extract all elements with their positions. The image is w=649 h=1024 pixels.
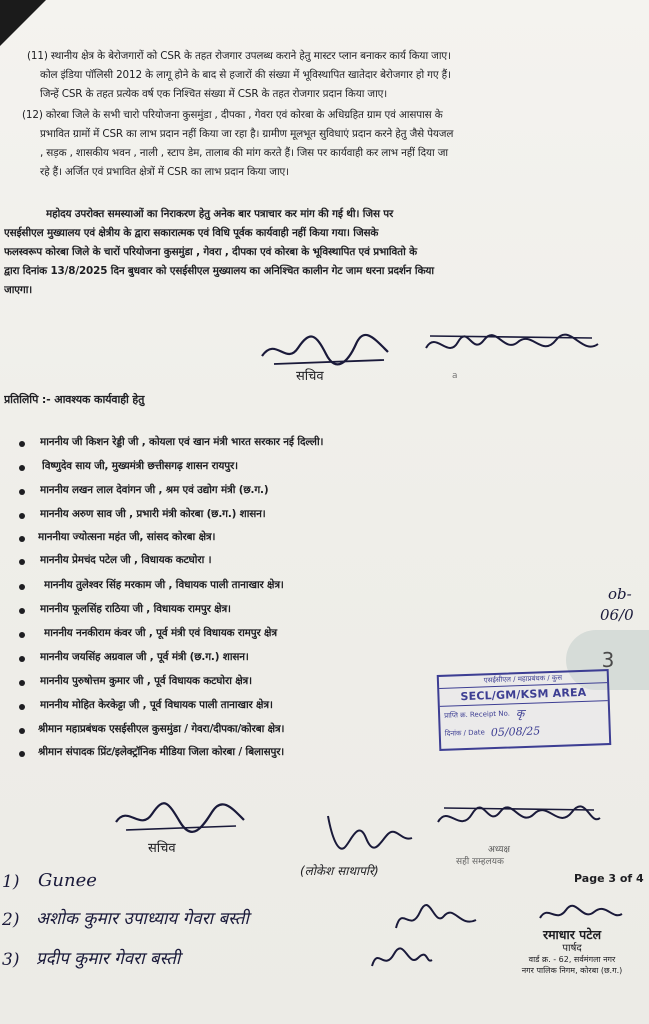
- councillor-ward: वार्ड क्र. - 62, सर्वमंगला नगर: [528, 955, 616, 964]
- para-line: एसईसीएल मुख्यालय एवं क्षेत्रीय के द्वारा सकारात्मक एवं विधि पूर्वक कार्यवाही नहीं किया गया। जिसके: [4, 227, 379, 239]
- para-line: जाएगा।: [4, 284, 33, 296]
- councillor-stamp: [495, 926, 649, 976]
- bullet: [19, 608, 25, 614]
- stamp-receipt-value: कृ: [515, 706, 525, 721]
- signature-scribble: [390, 898, 480, 938]
- handwritten-list-signature: [366, 940, 436, 976]
- stamp-date-value: 05/08/25: [490, 724, 541, 740]
- margin-note-2: 06/0: [600, 606, 634, 624]
- para-line: फलस्वरूप कोरबा जिले के चारों परियोजना कुसमुंडा , गेवरा , दीपका एवं कोरबा के भूविस्थापित एवं प्रभावितो के: [4, 246, 417, 258]
- president-sublabel-bottom: सही सम्हलयक: [456, 857, 504, 867]
- list-item: श्रीमान महाप्रबंधक एसईसीएल कुसमुंडा / गेवरा/दीपका/कोरबा क्षेत्र।: [38, 723, 285, 735]
- list-item: माननीय जयसिंह अग्रवाल जी , पूर्व मंत्री (छ.ग.) शासन।: [40, 651, 249, 663]
- bullet: [19, 559, 25, 565]
- page-badge: 3: [566, 630, 649, 690]
- para-line: जिन्हें CSR के तहत प्रत्येक वर्ष एक निश्चित संख्या में CSR के तहत रोजगार प्रदान किया जाए।: [40, 88, 388, 100]
- copy-header: प्रतिलिपि :- आवश्यक कार्यवाही हेतु: [4, 393, 145, 406]
- dark-corner: [0, 0, 46, 46]
- middle-signatory-label: (लोकेश साथापरि): [300, 864, 379, 878]
- margin-note-1: ob-: [608, 585, 632, 603]
- para-line: प्रभावित ग्रामों में CSR का लाभ प्रदान नहीं किया जा रहा है। ग्रामीण मूलभूत सुविधाएं प्रदान करने हेतु जैसे पेयजल: [40, 128, 454, 140]
- handwritten-text: प्रदीप कुमार गेवरा बस्ती: [36, 949, 181, 969]
- list-item: विष्णुदेव साय जी, मुख्यमंत्री छत्तीसगढ़ शासन रायपुर।: [42, 460, 238, 472]
- faint-mark: a: [452, 371, 458, 381]
- bullet: [19, 704, 25, 710]
- signature-president-bottom: [434, 796, 604, 846]
- handwritten-num: 3): [2, 950, 20, 970]
- bullet: [19, 441, 25, 447]
- list-item: माननीय फूलसिंह राठिया जी , विधायक रामपुर क्षेत्र।: [40, 603, 231, 615]
- footer-signature: [536, 900, 626, 928]
- handwritten-text: Gunee: [38, 870, 97, 891]
- signature-middle-bottom: [318, 808, 418, 858]
- bullet: [19, 751, 25, 757]
- signature-secretary-bottom: [110, 798, 250, 838]
- list-item: माननीय मोहित केरकेट्टा जी , पूर्व विधायक पाली तानाखार क्षेत्र।: [40, 699, 273, 711]
- councillor-corporation: नगर पालिक निगम, कोरबा (छ.ग.): [521, 966, 623, 975]
- councillor-name: रमाधार पटेल: [542, 927, 602, 942]
- list-item: श्रीमान संपादक प्रिंट/इलेक्ट्रॉनिक मीडिया जिला कोरबा / बिलासपुर।: [38, 746, 285, 758]
- receipt-stamp: [437, 669, 612, 751]
- secretary-label-bottom: सचिव: [148, 841, 176, 856]
- signature-secretary-top: [256, 326, 396, 376]
- handwritten-text: अशोक कुमार उपाध्याय गेवरा बस्ती: [36, 909, 249, 929]
- list-item: माननीय तुलेश्वर सिंह मरकाम जी , विधायक पाली तानाखार क्षेत्र।: [44, 579, 284, 591]
- signature-scribble: [536, 900, 626, 928]
- para-line: द्वारा दिनांक 13/8/2025 दिन बुधवार को एसईसीएल मुख्यालय का अनिश्चित कालीन गेट जाम धरना प्रदर्शन किया: [4, 265, 434, 277]
- stamp-main-text: SECL/GM/KSM AREA: [439, 683, 608, 707]
- stamp-top-text: एसईसीएल / महाप्रबंधक / कुस: [439, 671, 607, 689]
- bullet: [19, 632, 25, 638]
- para-line: (12) कोरबा जिले के सभी चारो परियोजना कुसमुंडा , दीपका , गेवरा एवं कोरबा के अधिग्रहित ग्राम एवं आसपास के: [22, 109, 443, 121]
- bullet: [19, 489, 25, 495]
- para-line: , सड़क , शासकीय भवन , नाली , स्टाप डेम, तालाब की मांग करते हैं। जिस पर कार्यवाही कर लाभ नहीं दिया जा: [40, 147, 448, 159]
- para-line: (11) स्थानीय क्षेत्र के बेरोजगारों को CSR के तहत रोजगार उपलब्ध कराने हेतु मास्टर प्लान बनाकर कार्य किया जाए।: [27, 50, 451, 62]
- signature-scribble: [366, 940, 436, 976]
- para-line: महोदय उपरोक्त समस्याओं का निराकरण हेतु अनेक बार पत्राचार कर मांग की गई थी। जिस पर: [46, 208, 394, 220]
- stamp-date-label: दिनांक / Date: [444, 728, 486, 738]
- handwritten-num: 1): [2, 872, 20, 892]
- handwritten-num: 2): [2, 910, 20, 930]
- councillor-title: पार्षद: [562, 943, 582, 954]
- para-line: कोल इंडिया पॉलिसी 2012 के लागू होने के बाद से हजारों की संख्या में भूविस्थापित खातेदार बेरोजगार हो गए हैं।: [40, 69, 451, 81]
- president-label-bottom: अध्यक्ष: [488, 845, 510, 855]
- bullet: [19, 584, 25, 590]
- secretary-label-top: सचिव: [296, 369, 324, 384]
- bullet: [19, 465, 25, 471]
- list-item: माननीय अरुण साव जी , प्रभारी मंत्री कोरबा (छ.ग.) शासन।: [40, 508, 266, 520]
- page-number: Page 3 of 4: [574, 872, 644, 885]
- bullet: [19, 513, 25, 519]
- bullet: [19, 656, 25, 662]
- list-item: माननीय प्रेमचंद पटेल जी , विधायक कटघोरा ।: [40, 554, 212, 566]
- stamp-receipt-label: प्राप्ति क्र. Receipt No.: [444, 709, 511, 720]
- handwritten-list-signature: [390, 898, 480, 938]
- list-item: माननीया ज्योत्सना महंत जी, सांसद कोरबा क्षेत्र।: [38, 531, 216, 543]
- para-line: रहे हैं। अर्जित एवं प्रभावित क्षेत्रों में CSR का लाभ प्रदान किया जाए।: [40, 166, 289, 178]
- list-item: माननीय जी किशन रेड्डी जी , कोयला एवं खान मंत्री भारत सरकार नई दिल्ली।: [40, 436, 324, 448]
- list-item: माननीय लखन लाल देवांगन जी , श्रम एवं उद्योग मंत्री (छ.ग.): [40, 484, 269, 496]
- bullet: [19, 536, 25, 542]
- list-item: माननीय पुरुषोत्तम कुमार जी , पूर्व विधायक कटघोरा क्षेत्र।: [40, 675, 252, 687]
- bullet: [19, 680, 25, 686]
- list-item: माननीय ननकीराम कंवर जी , पूर्व मंत्री एवं विधायक रामपुर क्षेत्र: [44, 627, 277, 639]
- signature-president-top: [422, 326, 602, 370]
- bullet: [19, 728, 25, 734]
